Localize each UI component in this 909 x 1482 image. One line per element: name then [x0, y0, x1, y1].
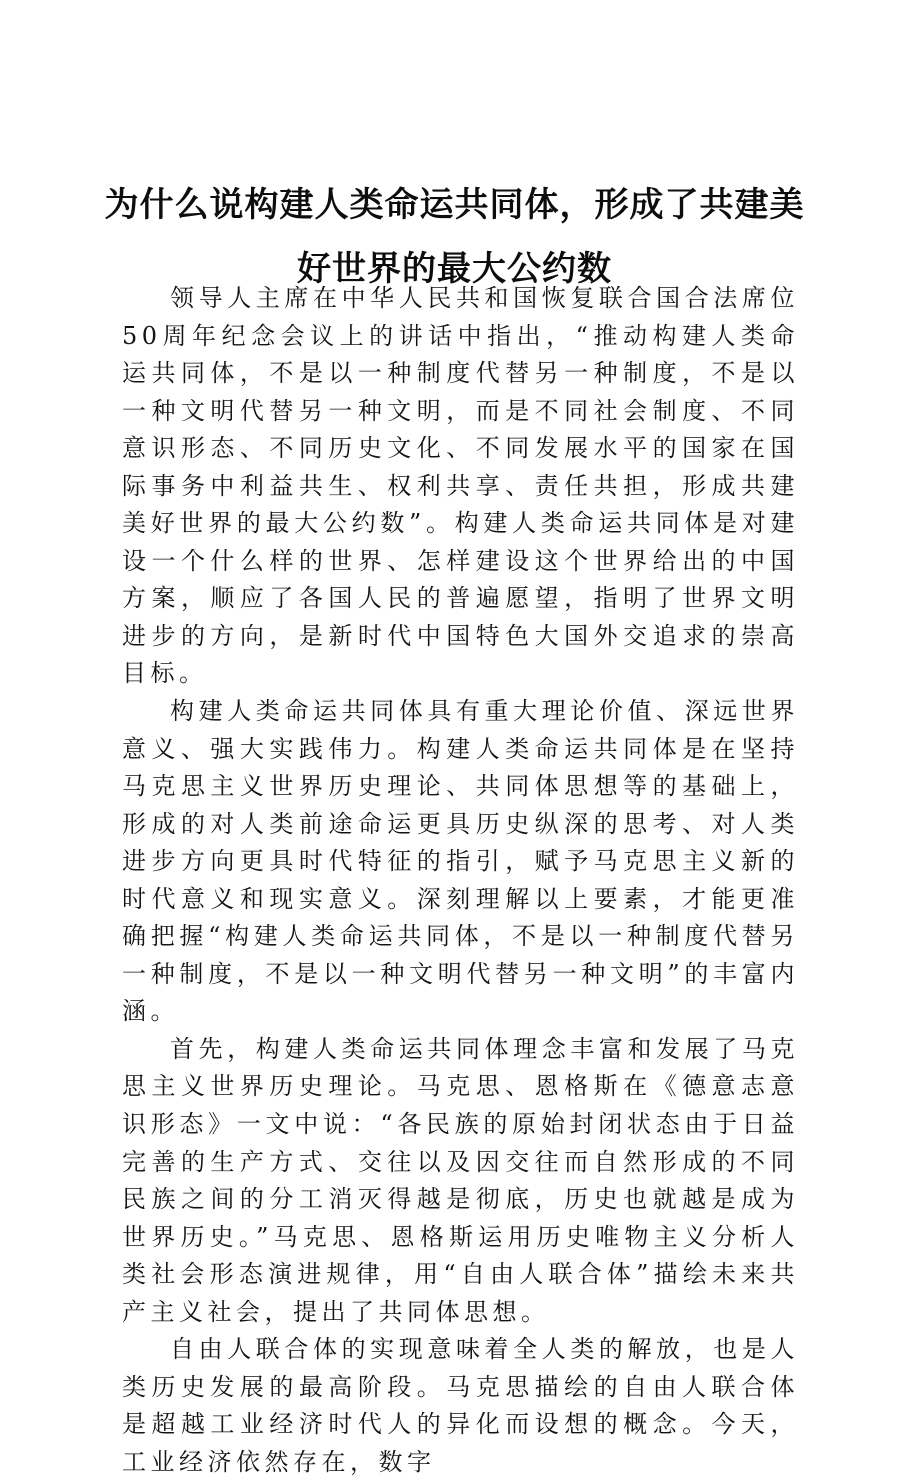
paragraph-2: 构建人类命运共同体具有重大理论价值、深远世界意义、强大实践伟力。构建人类命运共同体是在坚持马克思主义世界历史理论、共同体思想等的基础上，形成的对人类前途命运更具历史纵深的思考、对人类进步方向更具时代特征的指引，赋予马克思主义新的时代意义和现实意义。深刻理解以上要素，才能更准确把握“构建人类命运共同体，不是以一种制度代替另一种制度，不是以一种文明代替另一种文明”的丰富内涵。	[122, 697, 799, 1026]
paragraph-3: 首先，构建人类命运共同体理念丰富和发展了马克思主义世界历史理论。马克思、恩格斯在《德意志意识形态》一文中说：“各民族的原始封闭状态由于日益完善的生产方式、交往以及因交往而自然形成的不同民族之间的分工消灭得越是彻底，历史也就越是成为世界历史。”马克思、恩格斯运用历史唯物主义分析人类社会形态演进规律，用“自由人联合体”描绘未来共产主义社会，提出了共同体思想。	[122, 1034, 799, 1326]
document-body	[122, 280, 799, 1482]
paragraph-1: 领导人主席在中华人民共和国恢复联合国合法席位50周年纪念会议上的讲话中指出，“推动构建人类命运共同体，不是以一种制度代替另一种制度，不是以一种文明代替另一种文明，而是不同社会制度、不同意识形态、不同历史文化、不同发展水平的国家在国际事务中利益共生、权利共享、责任共担，形成共建美好世界的最大公约数”。构建人类命运共同体是对建设一个什么样的世界、怎样建设这个世界给出的中国方案，顺应了各国人民的普遍愿望，指明了世界文明进步的方向，是新时代中国特色大国外交追求的崇高目标。	[122, 284, 799, 688]
paragraph-4: 自由人联合体的实现意味着全人类的解放，也是人类历史发展的最高阶段。马克思描绘的自由人联合体是超越工业经济时代人的异化而设想的概念。今天，工业经济依然存在，数字	[122, 1335, 799, 1476]
title-line-1: 为什么说构建人类命运共同体，形成了共建美	[104, 184, 805, 225]
title-line-2: 好世界的最大公约数	[297, 248, 612, 289]
